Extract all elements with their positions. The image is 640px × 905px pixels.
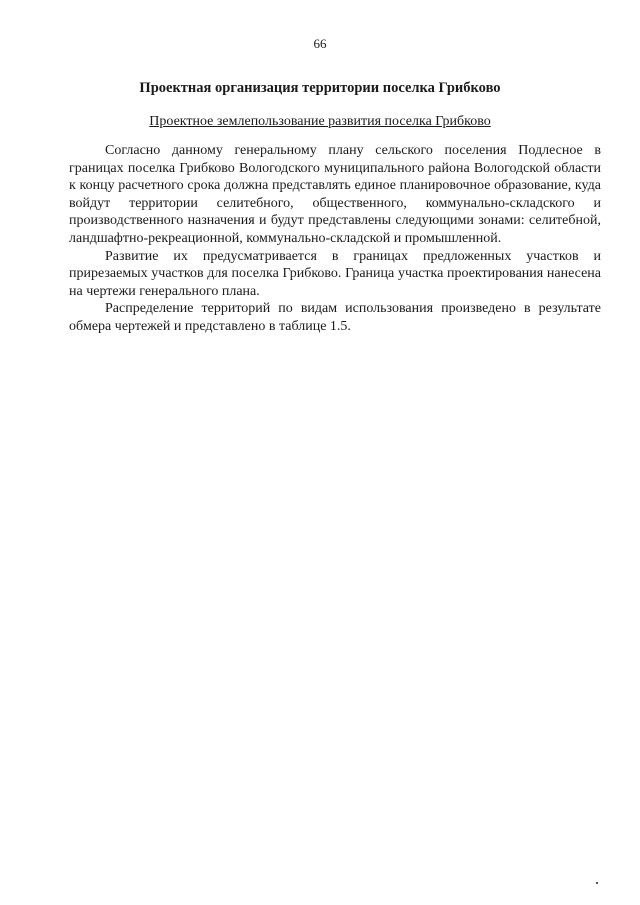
scan-speck: [596, 882, 598, 884]
page-number: 66: [313, 36, 327, 51]
paragraph-3: Распределение территорий по видам использования произведено в результате обмера чертежей и представлено в таблице 1.5.: [69, 301, 601, 334]
section-subtitle: Проектное землепользование развития поселка Грибково: [149, 114, 491, 129]
section-title: Проектная организация территории поселка Грибково: [139, 80, 501, 96]
body-text: [69, 142, 601, 336]
paragraph-2: Развитие их предусматривается в границах предложенных участков и прирезаемых участков для поселка Грибково. Граница участка проектирования нанесена на чертежи генерального плана.: [69, 248, 601, 299]
paragraph-1: Согласно данному генеральному плану сельского поселения Подлесное в границах поселка Грибково Вологодского муниципального района Вологодской области к концу расчетного срока должна представлять единое планировочное образование, куда войдут территории селитебного, общественного, коммунально-складского и производственного назначения и будут представлены следующими зонами: селитебной, ландшафтно-рекреационной, коммунально-складской и промышленной.: [69, 143, 601, 246]
